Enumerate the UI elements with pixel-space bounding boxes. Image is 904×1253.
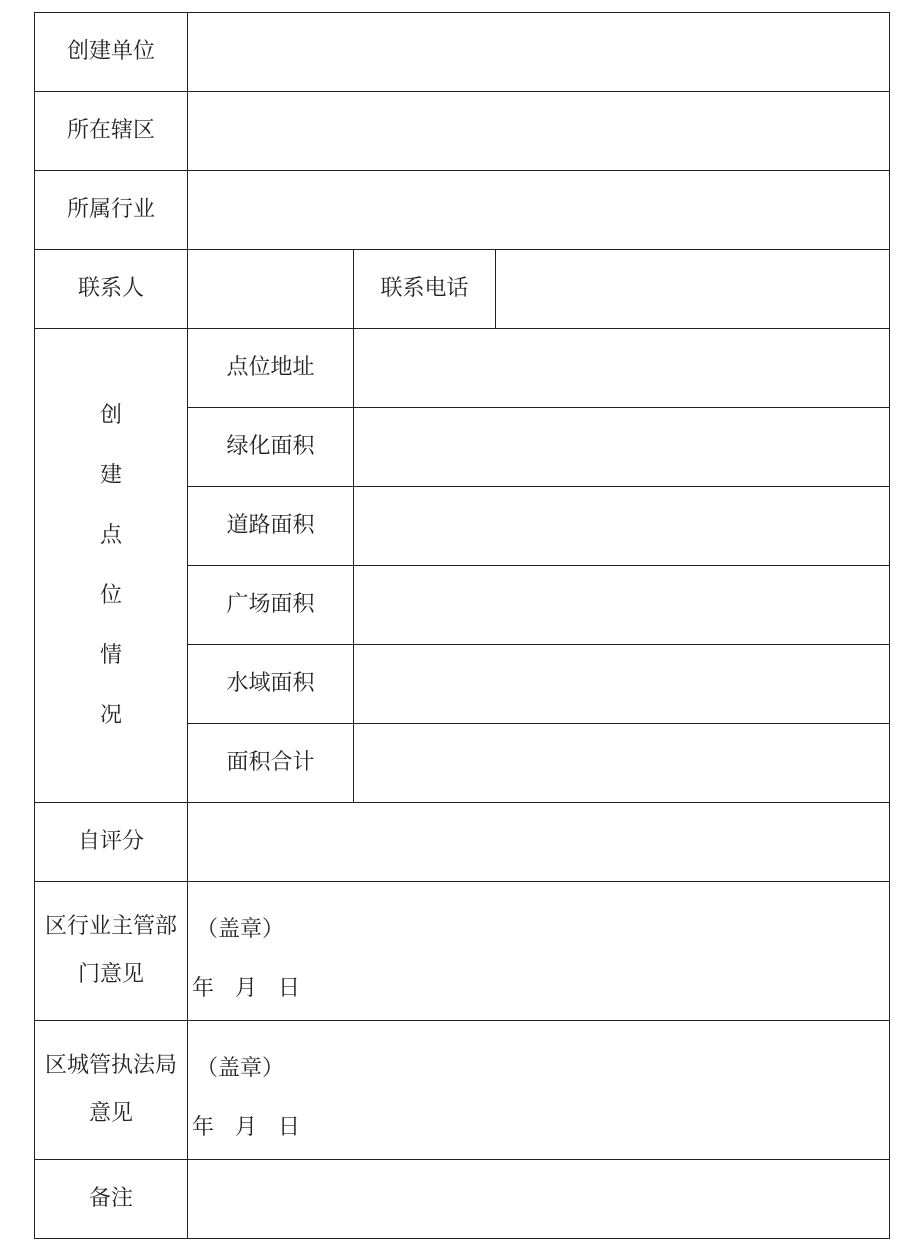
district-label: 所在辖区 [66,118,155,143]
green-area-label: 绿化面积 [226,434,315,459]
industry-label: 所属行业 [66,197,155,222]
phone-label: 联系电话 [380,276,469,301]
bureau-opinion-field[interactable] [188,1021,889,1159]
contact-label: 联系人 [77,276,144,301]
dept-opinion-field[interactable] [188,882,889,1020]
dept-opinion-label-line2: 门意见 [77,962,144,987]
road-area-field[interactable] [354,487,889,565]
bureau-stamp-note: （盖章） [196,1056,285,1081]
site-section-char: 创 [99,402,122,428]
road-area-label: 道路面积 [226,513,315,538]
self-score-field[interactable] [188,803,889,881]
site-section-char: 况 [99,702,122,728]
green-area-field[interactable] [354,408,889,486]
bureau-opinion-label [35,1021,187,1159]
date-day: 日 [278,1115,301,1140]
site-address-label: 点位地址 [226,355,315,380]
site-section-label [35,329,187,802]
remark-label: 备注 [88,1186,133,1211]
water-area-field[interactable] [354,645,889,723]
dept-stamp-note: （盖章） [196,917,285,942]
dept-opinion-label [35,882,187,1020]
site-address-field[interactable] [354,329,889,407]
bureau-opinion-label-line2: 意见 [88,1101,133,1126]
remark-field[interactable] [188,1160,889,1238]
industry-field[interactable] [188,171,889,249]
total-area-label: 面积合计 [226,750,315,775]
site-section-char: 点 [99,522,122,548]
date-month: 月 [235,976,258,1001]
date-month: 月 [235,1115,258,1140]
water-area-label: 水域面积 [226,671,315,696]
unit-field[interactable] [188,13,889,91]
site-section-char: 建 [99,462,122,488]
date-year: 年 [192,1115,215,1140]
dept-date [192,971,314,1002]
site-section-char: 情 [99,642,122,668]
square-area-field[interactable] [354,566,889,644]
contact-field[interactable] [188,250,353,328]
phone-field[interactable] [496,250,889,328]
dept-opinion-label-line1: 区行业主管部 [44,914,177,939]
bureau-opinion-label-line1: 区城管执法局 [44,1053,177,1078]
date-day: 日 [278,976,301,1001]
date-year: 年 [192,976,215,1001]
bureau-date [192,1110,314,1141]
self-score-label: 自评分 [77,829,144,854]
total-area-field[interactable] [354,724,889,802]
site-section-char: 位 [99,582,122,608]
unit-label: 创建单位 [66,39,155,64]
district-field[interactable] [188,92,889,170]
square-area-label: 广场面积 [226,592,315,617]
